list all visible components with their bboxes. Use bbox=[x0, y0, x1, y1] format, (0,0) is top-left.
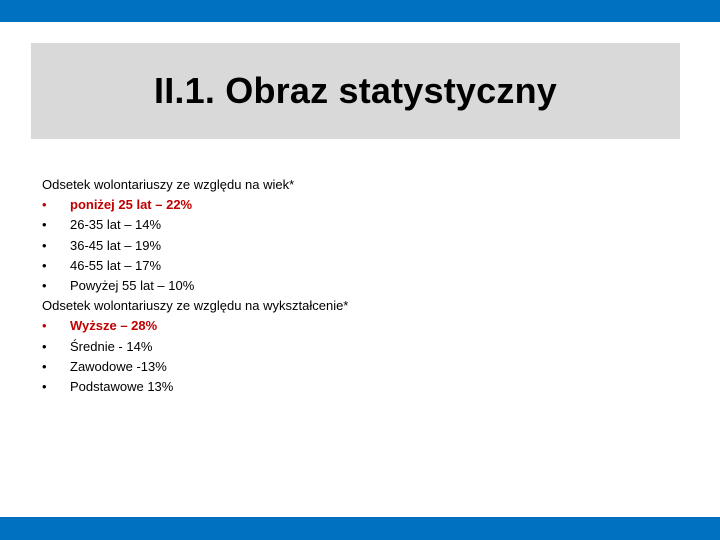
age-item-36-45 bbox=[42, 236, 682, 256]
bullet-icon: • bbox=[42, 318, 47, 334]
bullet-icon: • bbox=[42, 358, 47, 374]
list-item-text: Średnie - 14% bbox=[70, 338, 153, 354]
education-item-higher bbox=[42, 316, 682, 336]
bullet-icon: • bbox=[42, 197, 47, 213]
education-item-secondary bbox=[42, 337, 682, 357]
education-item-vocational bbox=[42, 357, 682, 377]
list-item-text: Wyższe – 28% bbox=[70, 318, 158, 334]
age-list bbox=[42, 195, 682, 296]
list-item-text: poniżej 25 lat – 22% bbox=[70, 197, 193, 213]
education-section-heading: Odsetek wolontariuszy ze względu na wykształcenie* bbox=[42, 298, 349, 314]
bullet-icon: • bbox=[42, 217, 47, 233]
bullet-icon: • bbox=[42, 278, 47, 294]
bottom-accent-bar bbox=[0, 517, 720, 540]
list-item-text: Podstawowe 13% bbox=[70, 379, 174, 395]
education-list bbox=[42, 316, 682, 397]
bullet-icon: • bbox=[42, 379, 47, 395]
education-item-primary bbox=[42, 377, 682, 397]
bullet-icon: • bbox=[42, 257, 47, 273]
slide-title: II.1. Obraz statystyczny bbox=[154, 70, 557, 111]
list-item-text: Zawodowe -13% bbox=[70, 358, 167, 374]
title-box bbox=[31, 43, 680, 139]
age-item-under-25 bbox=[42, 195, 682, 215]
top-accent-bar bbox=[0, 0, 720, 22]
list-item-text: Powyżej 55 lat – 10% bbox=[70, 278, 195, 294]
bullet-icon: • bbox=[42, 338, 47, 354]
list-item-text: 36-45 lat – 19% bbox=[70, 237, 162, 253]
list-item-text: 46-55 lat – 17% bbox=[70, 257, 162, 273]
list-item-text: 26-35 lat – 14% bbox=[70, 217, 162, 233]
bullet-icon: • bbox=[42, 237, 47, 253]
age-item-over-55 bbox=[42, 276, 682, 296]
age-item-26-35 bbox=[42, 215, 682, 235]
slide-content bbox=[42, 175, 682, 397]
age-item-46-55 bbox=[42, 256, 682, 276]
age-section-heading: Odsetek wolontariuszy ze względu na wiek* bbox=[42, 177, 295, 192]
